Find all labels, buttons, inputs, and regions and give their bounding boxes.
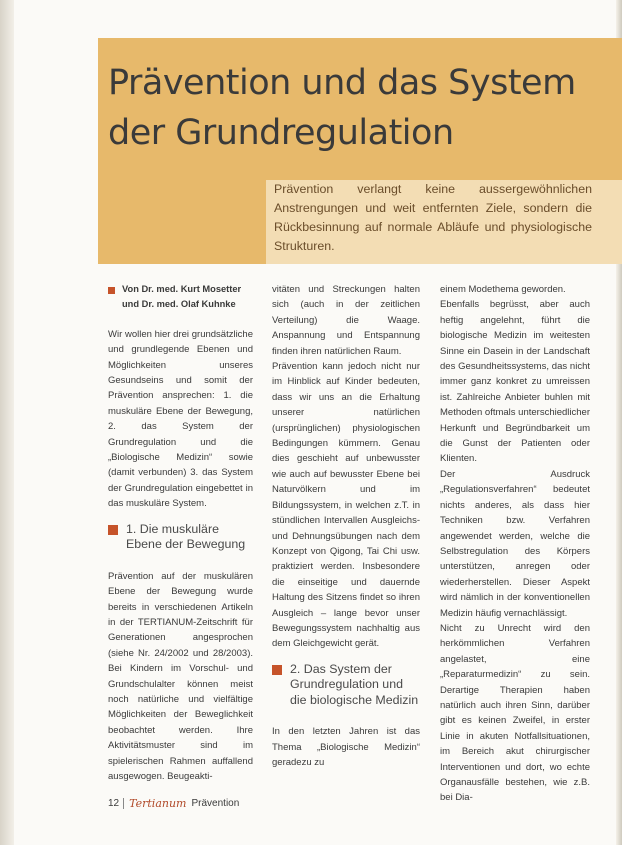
intro-paragraph: Wir wollen hier drei grundsätzliche und grundlegende Ebenen und Möglichkeiten unseres Gesundseins und somit der Prävention ansprechen: 1. die muskuläre Ebene der Bewegung, 2. das System der Grundregulation und die „Biologische Medizin“ sowie (damit verbunden) 3. das System der Grundregulation eingebettet in das muskuläre System. [108, 328, 253, 510]
body-paragraph: In den letzten Jahren ist das Thema „Biologische Medizin“ geradezu zu [272, 726, 420, 769]
heading-square-icon [108, 525, 118, 535]
bullet-square-icon [108, 287, 115, 294]
body-paragraph: Prävention kann jedoch nicht nur im Hinblick auf Kinder bedeuten, dass wir uns an die Erhaltung unserer natürlichen (ursprünglichen) physiologischen Bedingungen kümmern. Genau dies geschieht auf unbewusster wie auch auf bewusster Ebene bei Naturvölkern und im Bildungssystem, in welchen z.T. in stündlichen Intervallen Ausgleichs- und Dehnungsübungen nach dem Konzept von Qigong, Tai Chi usw. praktiziert werden. Insbesondere die einseitige und dauernde Haltung des Sitzens findet so ihren Ausgleich – lange bevor unser Bewegungssystem nachhaltig aus dem Gleichgewicht gerät. [272, 361, 420, 650]
footer-section: Prävention [191, 798, 240, 809]
article-title [108, 58, 576, 158]
body-paragraph: vitäten und Streckungen halten sich (auch in der zeitlichen Verteilung) die Waage. Anspannung und Entspannung finden ihren natürlichen Raum. [272, 284, 420, 357]
section-heading-2-text: 2. Das System der Grundregulation und die biologische Medizin [290, 661, 419, 707]
body-paragraph: einem Modethema geworden. [440, 284, 566, 295]
column-1 [108, 282, 253, 784]
section-heading-1-text: 1. Die muskuläre Ebene der Bewegung [126, 521, 246, 552]
section-heading-1 [108, 522, 253, 553]
lead-paragraph: Prävention verlangt keine aussergewöhnlichen Anstrengungen und weit entfernten Ziele, sondern die Rückbesinnung auf normale Abläufe und physiologische Strukturen. [274, 182, 592, 253]
body-paragraph: Prävention auf der muskulären Ebene der Bewegung wurde bereits in verschiedenen Artikeln in der TERTIANUM-Zeitschrift für Generationen angesprochen (siehe Nr. 24/2002 und 28/2003). Bei Kindern im Vorschul- und Grundschulalter können meist noch natürliche und vielfältige Möglichkeiten der Beweglichkeit beobachtet werden. Ihre Aktivitätsmuster sind im spielerischen Rahmen auffallend ausgewogen. Beugeakti- [108, 570, 253, 782]
body-paragraph: Nicht zu Unrecht wird den herkömmlichen Verfahren angelastet, eine „Reparaturmedizin“ zu sein. Derartige Therapien haben natürlich auch ihren Sinn, darüber gibt es keinen Zweifel, in erster Linie in akuten Notfallsituationen, im Bereich akut chirurgischer Interventionen und dort, wo echte Organausfälle bestehen, wie z.B. bei Dia- [440, 622, 590, 804]
page-number: 12 [108, 798, 124, 809]
section-heading-2 [272, 662, 420, 709]
title-band-corner-overlay [98, 180, 266, 264]
page-edge-left [0, 0, 14, 845]
brand-logo: Tertianum [129, 797, 187, 810]
title-line-2: der Grundregulation [108, 113, 454, 153]
author-line-1: Von Dr. med. Kurt Mosetter [122, 284, 242, 294]
body-paragraph: Der Ausdruck „Regulationsverfahren“ bedeutet nichts anderes, als dass hier Techniken bzw. Verfahren angewendet werden, welche die Selbstregulation des Körpers unterstützen, anregen oder wiederherstellen. Dieser Aspekt wird nämlich in der konventionellen Medizin häufig vernachlässigt. [440, 468, 590, 619]
title-line-1: Prävention und das System [108, 63, 576, 103]
author-byline [108, 282, 253, 313]
column-2 [272, 282, 420, 770]
heading-square-icon [272, 665, 282, 675]
page-footer [108, 797, 239, 810]
body-paragraph: Ebenfalls begrüsst, aber auch heftig angelehnt, führt die biologische Medizin im weitesten Sinne ein Dasein in der Landschaft des Gesundheitssystems, das nicht immer ganz konkret zu umreissen ist. Zahlreiche Anbieter buhlen mit Methoden oftmals unterschiedlicher Herkunft und Begründbarkeit um die Gunst der Patienten oder Klienten. [440, 299, 590, 465]
column-3 [440, 282, 590, 806]
author-line-2: und Dr. med. Olaf Kuhnke [122, 299, 236, 310]
